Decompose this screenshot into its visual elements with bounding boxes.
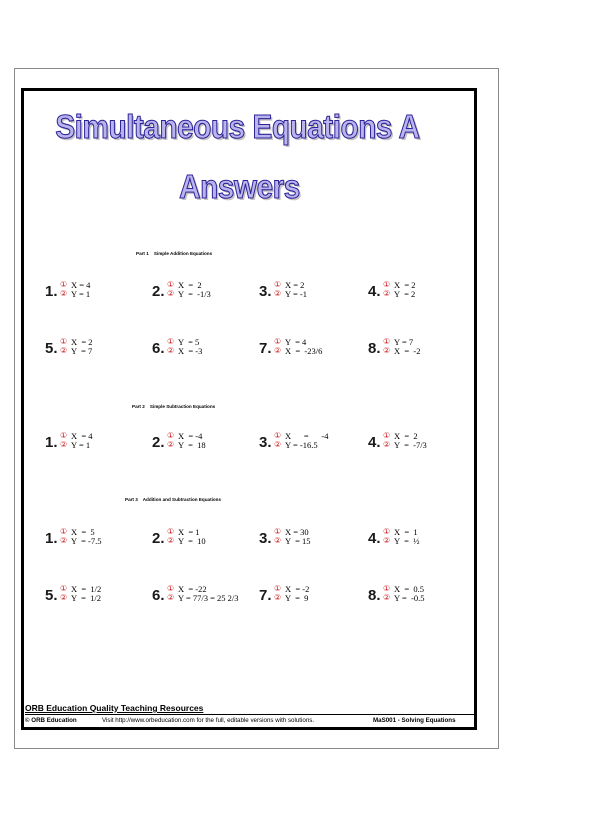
circled-two-icon: ② xyxy=(274,289,282,298)
circled-one-icon: ① xyxy=(167,584,175,593)
answer-second-value: Y = -1 xyxy=(285,289,307,299)
answer-second-value: Y = -1/3 xyxy=(178,289,211,299)
answer-item xyxy=(259,280,364,302)
question-number: 1. xyxy=(45,530,58,547)
question-number: 5. xyxy=(45,340,58,357)
answer-second-value: Y = 1 xyxy=(71,289,91,299)
worksheet-subtitle: Answers xyxy=(179,168,300,205)
circled-one-icon: ① xyxy=(383,431,391,440)
question-number: 4. xyxy=(368,530,381,547)
circled-one-icon: ① xyxy=(274,431,282,440)
footer-visit-text: Visit http://www.orbeducation.com for the full, editable versions with solutions. xyxy=(102,717,315,724)
question-number: 5. xyxy=(45,587,58,604)
answer-first-value: X = 2 xyxy=(285,280,305,290)
circled-one-icon: ① xyxy=(167,280,175,289)
answer-item xyxy=(45,584,150,606)
answer-second-value: X = -23/6 xyxy=(285,346,323,356)
circled-two-icon: ② xyxy=(60,440,68,449)
circled-one-icon: ① xyxy=(383,584,391,593)
circled-two-icon: ② xyxy=(383,593,391,602)
question-number: 1. xyxy=(45,434,58,451)
circled-two-icon: ② xyxy=(60,289,68,298)
circled-two-icon: ② xyxy=(167,536,175,545)
circled-two-icon: ② xyxy=(383,440,391,449)
circled-two-icon: ② xyxy=(274,440,282,449)
circled-one-icon: ① xyxy=(60,584,68,593)
answer-item xyxy=(259,337,364,359)
answer-second-value: Y = 2 xyxy=(394,289,416,299)
circled-one-icon: ① xyxy=(60,527,68,536)
answer-second-value: Y = -7.5 xyxy=(71,536,102,546)
circled-one-icon: ① xyxy=(383,527,391,536)
answer-item xyxy=(45,337,150,359)
question-number: 6. xyxy=(152,587,165,604)
part-2-heading: Part 2 Simple Subtraction Equations xyxy=(132,404,216,409)
question-number: 8. xyxy=(368,340,381,357)
answer-second-value: Y = 9 xyxy=(285,593,309,603)
question-number: 2. xyxy=(152,530,165,547)
footer-title: ORB Education Quality Teaching Resources xyxy=(25,703,204,713)
circled-one-icon: ① xyxy=(383,337,391,346)
answer-first-value: X = 2 xyxy=(178,280,202,290)
answer-second-value: Y = -16.5 xyxy=(285,440,318,450)
answer-second-value: Y = 77/3 = 25 2/3 xyxy=(178,593,239,603)
circled-two-icon: ② xyxy=(60,346,68,355)
answer-item xyxy=(259,584,364,606)
circled-two-icon: ② xyxy=(383,289,391,298)
answer-item xyxy=(152,431,257,453)
answer-item xyxy=(152,584,257,606)
circled-one-icon: ① xyxy=(274,584,282,593)
answer-item xyxy=(368,527,473,549)
answer-first-value: X = 0.5 xyxy=(394,584,425,594)
footer-code: MaS001 - Solving Equations xyxy=(373,717,456,724)
answer-first-value: X = 30 xyxy=(285,527,309,537)
circled-two-icon: ② xyxy=(274,536,282,545)
answer-first-value: X = -4 xyxy=(285,431,329,441)
circled-two-icon: ② xyxy=(167,289,175,298)
question-number: 3. xyxy=(259,530,272,547)
question-number: 3. xyxy=(259,434,272,451)
answer-second-value: X = -3 xyxy=(178,346,203,356)
circled-one-icon: ① xyxy=(274,527,282,536)
answer-item xyxy=(152,527,257,549)
footer-divider xyxy=(25,714,474,715)
answer-second-value: Y = 18 xyxy=(178,440,206,450)
question-number: 1. xyxy=(45,283,58,300)
answer-first-value: X = 1 xyxy=(394,527,418,537)
answer-item xyxy=(152,280,257,302)
answer-item xyxy=(368,584,473,606)
part-3-heading: Part 3 Addition and Subtraction Equations xyxy=(125,497,222,502)
answer-first-value: X = 2 xyxy=(71,337,93,347)
answer-second-value: Y = 1/2 xyxy=(71,593,101,603)
answer-item xyxy=(45,280,150,302)
circled-one-icon: ① xyxy=(167,431,175,440)
circled-one-icon: ① xyxy=(167,337,175,346)
circled-two-icon: ② xyxy=(60,536,68,545)
answer-first-value: X = -2 xyxy=(285,584,310,594)
part-1-heading: Part 1 Simple Addition Equations xyxy=(136,251,213,256)
worksheet-title: Simultaneous Equations A xyxy=(55,108,420,145)
question-number: 7. xyxy=(259,587,272,604)
circled-two-icon: ② xyxy=(274,346,282,355)
circled-one-icon: ① xyxy=(60,431,68,440)
answer-first-value: X = 1 xyxy=(178,527,200,537)
circled-one-icon: ① xyxy=(60,280,68,289)
answer-first-value: X = 2 xyxy=(394,280,416,290)
question-number: 2. xyxy=(152,434,165,451)
answer-item xyxy=(45,527,150,549)
answer-second-value: Y = 10 xyxy=(178,536,206,546)
circled-one-icon: ① xyxy=(274,280,282,289)
question-number: 8. xyxy=(368,587,381,604)
answer-item xyxy=(259,431,364,453)
answer-item xyxy=(45,431,150,453)
circled-one-icon: ① xyxy=(383,280,391,289)
circled-two-icon: ② xyxy=(167,440,175,449)
answer-item xyxy=(152,337,257,359)
question-number: 3. xyxy=(259,283,272,300)
circled-two-icon: ② xyxy=(383,346,391,355)
answer-first-value: X = -4 xyxy=(178,431,203,441)
answer-first-value: X = 2 xyxy=(394,431,418,441)
question-number: 7. xyxy=(259,340,272,357)
answer-second-value: Y = -7/3 xyxy=(394,440,427,450)
answer-second-value: Y = 7 xyxy=(71,346,93,356)
answer-item xyxy=(259,527,364,549)
circled-two-icon: ② xyxy=(167,593,175,602)
circled-two-icon: ② xyxy=(60,593,68,602)
answer-second-value: Y = 15 xyxy=(285,536,311,546)
circled-two-icon: ② xyxy=(274,593,282,602)
circled-one-icon: ① xyxy=(167,527,175,536)
answer-first-value: X = -22 xyxy=(178,584,207,594)
answer-second-value: X = -2 xyxy=(394,346,421,356)
question-number: 2. xyxy=(152,283,165,300)
circled-one-icon: ① xyxy=(274,337,282,346)
answer-second-value: Y = ½ xyxy=(394,536,420,546)
answer-second-value: Y = 1 xyxy=(71,440,91,450)
answer-item xyxy=(368,280,473,302)
answer-second-value: Y = -0.5 xyxy=(394,593,425,603)
circled-one-icon: ① xyxy=(60,337,68,346)
circled-two-icon: ② xyxy=(167,346,175,355)
answer-first-value: Y = 5 xyxy=(178,337,200,347)
answer-first-value: X = 4 xyxy=(71,280,91,290)
answer-item xyxy=(368,431,473,453)
answer-first-value: Y = 4 xyxy=(285,337,307,347)
answer-first-value: X = 1/2 xyxy=(71,584,102,594)
answer-first-value: Y = 7 xyxy=(394,337,414,347)
answer-first-value: X = 4 xyxy=(71,431,93,441)
answer-item xyxy=(368,337,473,359)
question-number: 4. xyxy=(368,283,381,300)
circled-two-icon: ② xyxy=(383,536,391,545)
question-number: 4. xyxy=(368,434,381,451)
question-number: 6. xyxy=(152,340,165,357)
answer-first-value: X = 5 xyxy=(71,527,95,537)
footer-copyright: © ORB Education xyxy=(25,717,77,724)
